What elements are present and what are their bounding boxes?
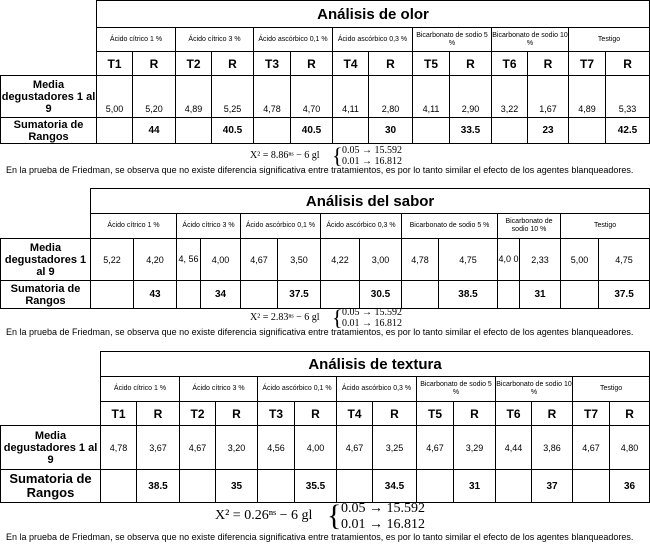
olor-rank-cell: 30 (369, 118, 413, 144)
olor-rank-empty (413, 118, 450, 144)
olor-subheader: R (212, 52, 254, 76)
olor-rank-empty (333, 118, 369, 144)
textura-subheader: R (295, 402, 337, 426)
textura-subheader: T2 (180, 402, 216, 426)
olor-treatment: Ácido cítrico 1 % (97, 28, 176, 52)
sabor-formula-lhs: X² = 2.83ⁿˢ − 6 gl (250, 312, 320, 323)
sabor-rank-empty (177, 281, 201, 309)
sabor-mean-cell: 4, 56 (177, 239, 201, 281)
sabor-title: Análisis del sabor (91, 189, 650, 214)
sabor-treatment: Bicarbonato de sodio 5 % (402, 214, 498, 239)
sabor-rank-cell: 37.5 (599, 281, 650, 309)
textura-subheader: T5 (417, 402, 454, 426)
olor-mean-cell: 4,89 (176, 76, 212, 118)
textura-subheader: T7 (573, 402, 610, 426)
sabor-rank-empty (498, 281, 520, 309)
textura-subheader: R (532, 402, 573, 426)
sabor-mean-cell: 4,20 (134, 239, 177, 281)
olor-mean-cell: 5,33 (606, 76, 650, 118)
textura-rank-empty (337, 470, 373, 503)
olor-formula-brace: { (332, 143, 343, 168)
sabor-table (0, 188, 650, 309)
olor-mean-cell: 4,11 (413, 76, 450, 118)
textura-treatment: Bicarbonato de sodio 5 % (417, 377, 496, 402)
olor-formula-case: 0.01 → 16.812 (342, 156, 402, 167)
textura-mean-cell: 3,86 (532, 426, 573, 470)
olor-subheader: R (133, 52, 176, 76)
textura-rank-cell: 35.5 (295, 470, 337, 503)
textura-mean-cell: 3,25 (373, 426, 417, 470)
textura-subheader: T1 (101, 402, 137, 426)
olor-mean-cell: 5,20 (133, 76, 176, 118)
textura-mean-cell: 4,67 (337, 426, 373, 470)
olor-subheader: T4 (333, 52, 369, 76)
sabor-mean-cell: 5,22 (91, 239, 134, 281)
sabor-formula-cases (342, 307, 402, 329)
textura-formula-lhs: X² = 0.26ⁿˢ − 6 gl (215, 508, 313, 523)
textura-formula-case: 0.05 → 15.592 (341, 501, 425, 516)
sabor-mean-cell: 4,75 (599, 239, 650, 281)
olor-mean-cell: 1,67 (528, 76, 569, 118)
olor-subheader: R (369, 52, 413, 76)
sabor-formula-case: 0.05 → 15.592 (342, 307, 402, 318)
textura-mean-cell: 4,67 (417, 426, 454, 470)
textura-mean-cell: 4,44 (496, 426, 532, 470)
olor-mean-cell: 5,25 (212, 76, 254, 118)
olor-mean-cell: 4,89 (569, 76, 606, 118)
olor-treatment: Bicarbonato de sodio 10 % (492, 28, 569, 52)
olor-subheader: R (606, 52, 650, 76)
textura-rank-cell: 37 (532, 470, 573, 503)
olor-rank-empty (97, 118, 133, 144)
olor-mean-cell: 4,11 (333, 76, 369, 118)
olor-treatment: Ácido cítrico 3 % (176, 28, 254, 52)
textura-rank-label: Sumatoria de Rangos (1, 470, 101, 503)
textura-treatment: Ácido ascórbico 0,3 % (337, 377, 417, 402)
olor-rank-cell: 44 (133, 118, 176, 144)
sabor-treatment: Ácido cítrico 1 % (91, 214, 177, 239)
olor-rank-cell: 42.5 (606, 118, 650, 144)
textura-treatment: Ácido cítrico 3 % (180, 377, 258, 402)
olor-subheader: T5 (413, 52, 450, 76)
textura-subheader: R (373, 402, 417, 426)
olor-note: En la prueba de Friedman, se observa que no existe diferencia significativa entre tratamientos, es por lo tanto similar el efecto de los agentes blanqueadores. (6, 165, 634, 175)
textura-rank-cell: 31 (454, 470, 496, 503)
textura-title: Análisis de textura (101, 352, 650, 377)
olor-title: Análisis de olor (97, 1, 650, 28)
textura-treatment: Testigo (573, 377, 650, 402)
olor-mean-label: Media degustadores 1 al 9 (1, 76, 97, 118)
olor-rank-empty (492, 118, 528, 144)
textura-formula-brace: { (327, 499, 342, 532)
sabor-treatment: Ácido ascórbico 0,3 % (321, 214, 402, 239)
textura-treatment: Ácido ascórbico 0,1 % (258, 377, 337, 402)
textura-subheader: T6 (496, 402, 532, 426)
olor-subheader: T1 (97, 52, 133, 76)
sabor-rank-empty (241, 281, 278, 309)
olor-rank-empty (569, 118, 606, 144)
sabor-treatment: Ácido ascórbico 0,1 % (241, 214, 321, 239)
textura-subheader: R (216, 402, 258, 426)
sabor-note: En la prueba de Friedman, se observa que no existe diferencia significativa entre tratamientos, es por lo tanto similar el efecto de los agentes blanqueadores. (6, 327, 634, 337)
sabor-mean-cell: 4,67 (241, 239, 278, 281)
olor-mean-cell: 4,70 (291, 76, 333, 118)
sabor-rank-cell: 34 (201, 281, 241, 309)
sabor-rank-empty (402, 281, 439, 309)
sabor-mean-cell: 3,50 (278, 239, 321, 281)
textura-subheader: T4 (337, 402, 373, 426)
sabor-rank-empty (561, 281, 599, 309)
olor-rank-cell: 33.5 (450, 118, 492, 144)
sabor-mean-cell: 2,33 (520, 239, 561, 281)
textura-mean-label: Media degustadores 1 al 9 (1, 426, 101, 470)
olor-mean-cell: 5,00 (97, 76, 133, 118)
olor-subheader: R (528, 52, 569, 76)
olor-formula-case: 0.05 → 15.592 (342, 145, 402, 156)
textura-subheader: R (454, 402, 496, 426)
textura-rank-empty (417, 470, 454, 503)
textura-mean-cell: 4,67 (573, 426, 610, 470)
textura-rank-empty (573, 470, 610, 503)
textura-rank-empty (496, 470, 532, 503)
sabor-rank-label: Sumatoria de Rangos (1, 281, 91, 309)
olor-rank-cell: 40.5 (291, 118, 333, 144)
textura-subheader: T3 (258, 402, 295, 426)
sabor-treatment: Ácido cítrico 3 % (177, 214, 241, 239)
sabor-mean-cell: 5,00 (561, 239, 599, 281)
textura-rank-cell: 36 (610, 470, 650, 503)
sabor-rank-empty (91, 281, 134, 309)
textura-formula-cases (341, 501, 425, 533)
textura-rank-cell: 34.5 (373, 470, 417, 503)
sabor-mean-cell: 4,00 (201, 239, 241, 281)
olor-rank-label: Sumatoria de Rangos (1, 118, 97, 144)
textura-mean-cell: 4,80 (610, 426, 650, 470)
olor-rank-cell: 40.5 (212, 118, 254, 144)
olor-formula-lhs: X² = 8.86ⁿˢ − 6 gl (250, 150, 320, 161)
sabor-rank-cell: 38.5 (439, 281, 498, 309)
sabor-formula-case: 0.01 → 16.812 (342, 318, 402, 329)
olor-mean-cell: 2,80 (369, 76, 413, 118)
sabor-mean-cell: 4,0 0 (498, 239, 520, 281)
textura-subheader: R (610, 402, 650, 426)
textura-mean-cell: 3,67 (137, 426, 180, 470)
textura-rank-cell: 38.5 (137, 470, 180, 503)
sabor-mean-label: Media degustadores 1 al 9 (1, 239, 91, 281)
sabor-mean-cell: 4,75 (439, 239, 498, 281)
olor-formula-cases (342, 145, 402, 167)
textura-table (0, 351, 650, 503)
textura-formula (215, 501, 475, 533)
textura-mean-cell: 4,78 (101, 426, 137, 470)
olor-table (0, 0, 650, 144)
olor-mean-cell: 2,90 (450, 76, 492, 118)
sabor-mean-cell: 3,00 (360, 239, 402, 281)
olor-rank-cell: 23 (528, 118, 569, 144)
textura-mean-cell: 3,20 (216, 426, 258, 470)
olor-treatment: Ácido ascórbico 0,3 % (333, 28, 413, 52)
sabor-rank-cell: 31 (520, 281, 561, 309)
textura-rank-empty (258, 470, 295, 503)
textura-rank-empty (180, 470, 216, 503)
sabor-rank-cell: 30.5 (360, 281, 402, 309)
olor-subheader: R (450, 52, 492, 76)
sabor-treatment: Bicarbonato de sodio 10 % (498, 214, 561, 239)
olor-treatment: Ácido ascórbico 0,1 % (254, 28, 333, 52)
textura-treatment: Ácido cítrico 1 % (101, 377, 180, 402)
textura-mean-cell: 3,29 (454, 426, 496, 470)
olor-subheader: R (291, 52, 333, 76)
olor-subheader: T2 (176, 52, 212, 76)
textura-mean-cell: 4,00 (295, 426, 337, 470)
olor-mean-cell: 3,22 (492, 76, 528, 118)
sabor-mean-cell: 4,78 (402, 239, 439, 281)
olor-rank-empty (254, 118, 291, 144)
olor-mean-cell: 4,78 (254, 76, 291, 118)
textura-treatment: Bicarbonato de sodio 10 % (496, 377, 573, 402)
olor-subheader: T6 (492, 52, 528, 76)
sabor-rank-cell: 43 (134, 281, 177, 309)
sabor-rank-cell: 37.5 (278, 281, 321, 309)
textura-mean-cell: 4,56 (258, 426, 295, 470)
sabor-mean-cell: 4,22 (321, 239, 360, 281)
olor-corner (1, 1, 97, 76)
sabor-treatment: Testigo (561, 214, 650, 239)
olor-subheader: T7 (569, 52, 606, 76)
olor-subheader: T3 (254, 52, 291, 76)
textura-note: En la prueba de Friedman, se observa que no existe diferencia significativa entre tratamientos, es por lo tanto similar el efecto de los agentes blanqueadores. (6, 532, 634, 542)
olor-rank-empty (176, 118, 212, 144)
olor-treatment: Bicarbonato de sodio 5 % (413, 28, 492, 52)
textura-rank-cell: 35 (216, 470, 258, 503)
olor-treatment: Testigo (569, 28, 650, 52)
textura-rank-empty (101, 470, 137, 503)
sabor-formula-brace: { (332, 305, 343, 330)
textura-mean-cell: 4,67 (180, 426, 216, 470)
textura-subheader: R (137, 402, 180, 426)
textura-corner (1, 352, 101, 426)
textura-formula-case: 0.01 → 16.812 (341, 517, 425, 532)
sabor-corner (1, 189, 91, 239)
